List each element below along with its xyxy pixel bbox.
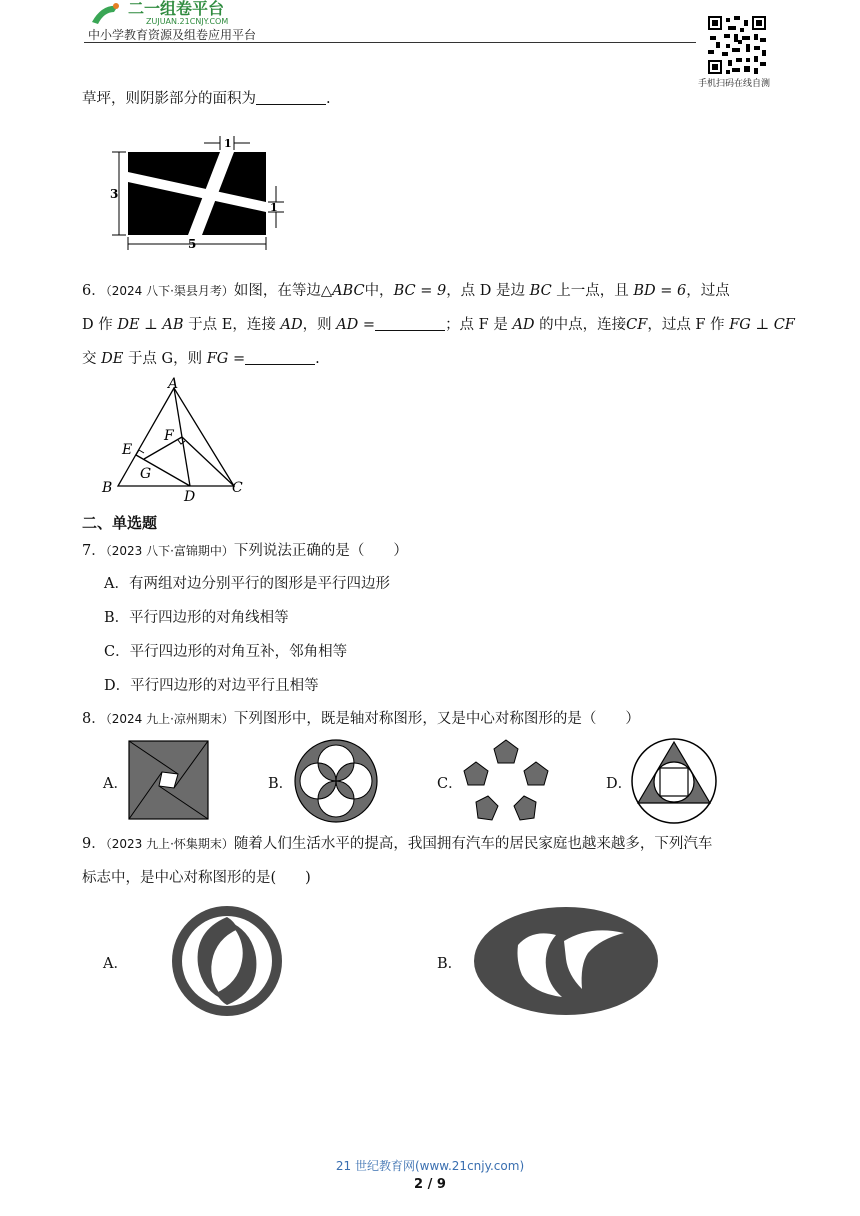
q9-source: （2023 九上·怀集期末） <box>105 837 234 851</box>
q6-text: 上一点，且 <box>556 283 629 299</box>
q6-text: 于点 G，则 <box>127 351 203 367</box>
point-f: F <box>164 428 174 444</box>
q6-source: （2024 八下·渠县月考） <box>105 284 234 298</box>
q6-text: ，过点 <box>686 283 730 299</box>
logo-text: 二一组卷平台 <box>128 0 225 18</box>
q6-math: DE ⊥ AB <box>117 317 184 333</box>
qr-caption: 手机扫码在线自测 <box>698 79 771 89</box>
q8-label-c[interactable]: C． <box>437 776 463 792</box>
point-d: D <box>184 489 196 505</box>
q7-option-c[interactable]: C．平行四边形的对角互补，邻角相等 <box>104 644 348 660</box>
qr-code-icon[interactable] <box>706 14 768 76</box>
q6-math: FG = <box>206 351 246 367</box>
q9-stem-1 <box>82 834 712 854</box>
q8-stem-text: 下列图形中，既是轴对称图形，又是中心对称图形的是（ ） <box>233 711 640 727</box>
q7-number: 7． <box>82 543 106 559</box>
q6-math: ABC <box>332 283 365 299</box>
q6-line-3 <box>82 349 320 369</box>
q5-tail <box>82 89 331 109</box>
gap-top-label: 1 <box>224 137 232 150</box>
q5-answer-blank <box>256 90 326 105</box>
q6-line-2 <box>82 315 795 335</box>
site-logo <box>88 0 278 26</box>
q8-figure-b[interactable] <box>293 738 379 824</box>
header-subtitle: 中小学教育资源及组卷应用平台 <box>88 28 257 42</box>
vertex-c: C <box>232 480 243 496</box>
q7-stem <box>82 541 408 561</box>
q6-math: CF <box>626 317 648 333</box>
q5-lawn-figure <box>108 132 288 252</box>
width-label: 5 <box>188 237 197 251</box>
q8-label-d[interactable]: D． <box>606 776 633 792</box>
q8-figure-a[interactable] <box>128 740 210 820</box>
q7-source: （2023 八下·富锦期中） <box>105 544 234 558</box>
q6-text: D 作 <box>82 317 113 333</box>
q6-text: 如图，在等边△ <box>233 283 333 299</box>
point-g: G <box>140 466 152 482</box>
page-number: 2 / 9 <box>414 1177 446 1192</box>
q9-logo-b[interactable] <box>472 905 660 1017</box>
q6-math: BD = 6 <box>633 283 687 299</box>
q9-number: 9． <box>82 836 106 852</box>
q8-source: （2024 九上·凉州期末） <box>105 712 234 726</box>
header-divider <box>84 42 696 43</box>
q5-tail-text: 草坪，则阴影部分的面积为 <box>82 91 256 107</box>
logo-sub: ZUJUAN.21CNJY.COM <box>146 17 229 26</box>
q6-math: AD <box>280 317 303 333</box>
q6-number: 6． <box>82 283 106 299</box>
gap-right-label: 1 <box>270 201 278 214</box>
q6-math: BC <box>529 283 552 299</box>
q8-figure-c[interactable] <box>462 738 550 824</box>
vertex-b: B <box>102 480 113 496</box>
q9-label-a[interactable]: A． <box>103 956 128 972</box>
q6-text: 中， <box>364 283 394 299</box>
section-heading: 二、单选题 <box>82 514 158 532</box>
q8-label-b[interactable]: B． <box>268 776 294 792</box>
q7-stem-text: 下列说法正确的是（ ） <box>233 543 408 559</box>
q6-math: DE <box>101 351 124 367</box>
q8-figure-d[interactable] <box>630 737 718 825</box>
q6-text: ，点 D 是边 <box>446 283 526 299</box>
q6-text: ；点 F 是 <box>445 317 508 333</box>
q6-answer-blank-2 <box>245 350 315 365</box>
q6-text: ，过点 F 作 <box>647 317 725 333</box>
q5-end: . <box>326 91 331 107</box>
q7-option-a[interactable]: A．有两组对边分别平行的图形是平行四边形 <box>104 576 390 592</box>
q8-label-a[interactable]: A． <box>103 776 128 792</box>
q6-answer-blank-1 <box>375 316 445 331</box>
q6-text: . <box>315 351 320 367</box>
q6-line-1 <box>82 281 730 301</box>
q7-option-d[interactable]: D．平行四边形的对边平行且相等 <box>104 678 319 694</box>
q6-math: AD <box>512 317 535 333</box>
q6-text: ，则 <box>302 317 332 333</box>
q6-text: 的中点，连接 <box>539 317 627 333</box>
q6-math: AD = <box>336 317 376 333</box>
point-e: E <box>122 442 133 458</box>
q6-triangle-figure <box>98 374 248 506</box>
q8-number: 8． <box>82 711 106 727</box>
q9-label-b[interactable]: B． <box>437 956 463 972</box>
q9-logo-a[interactable] <box>168 903 286 1019</box>
height-label: 3 <box>110 187 119 201</box>
q6-text: 交 <box>82 351 97 367</box>
q9-stem-text: 随着人们生活水平的提高，我国拥有汽车的居民家庭也越来越多，下列汽车 <box>233 836 713 852</box>
q9-stem-2: 标志中，是中心对称图形的是( ) <box>82 870 311 886</box>
q8-stem <box>82 709 640 729</box>
footer-site-link[interactable]: 21 世纪教育网(www.21cnjy.com) <box>335 1159 525 1173</box>
q6-text: 于点 E，连接 <box>188 317 276 333</box>
q6-math: FG ⊥ CF <box>729 317 795 333</box>
q7-option-b[interactable]: B．平行四边形的对角线相等 <box>104 610 289 626</box>
q6-math: BC = 9 <box>393 283 447 299</box>
vertex-a: A <box>168 376 179 392</box>
